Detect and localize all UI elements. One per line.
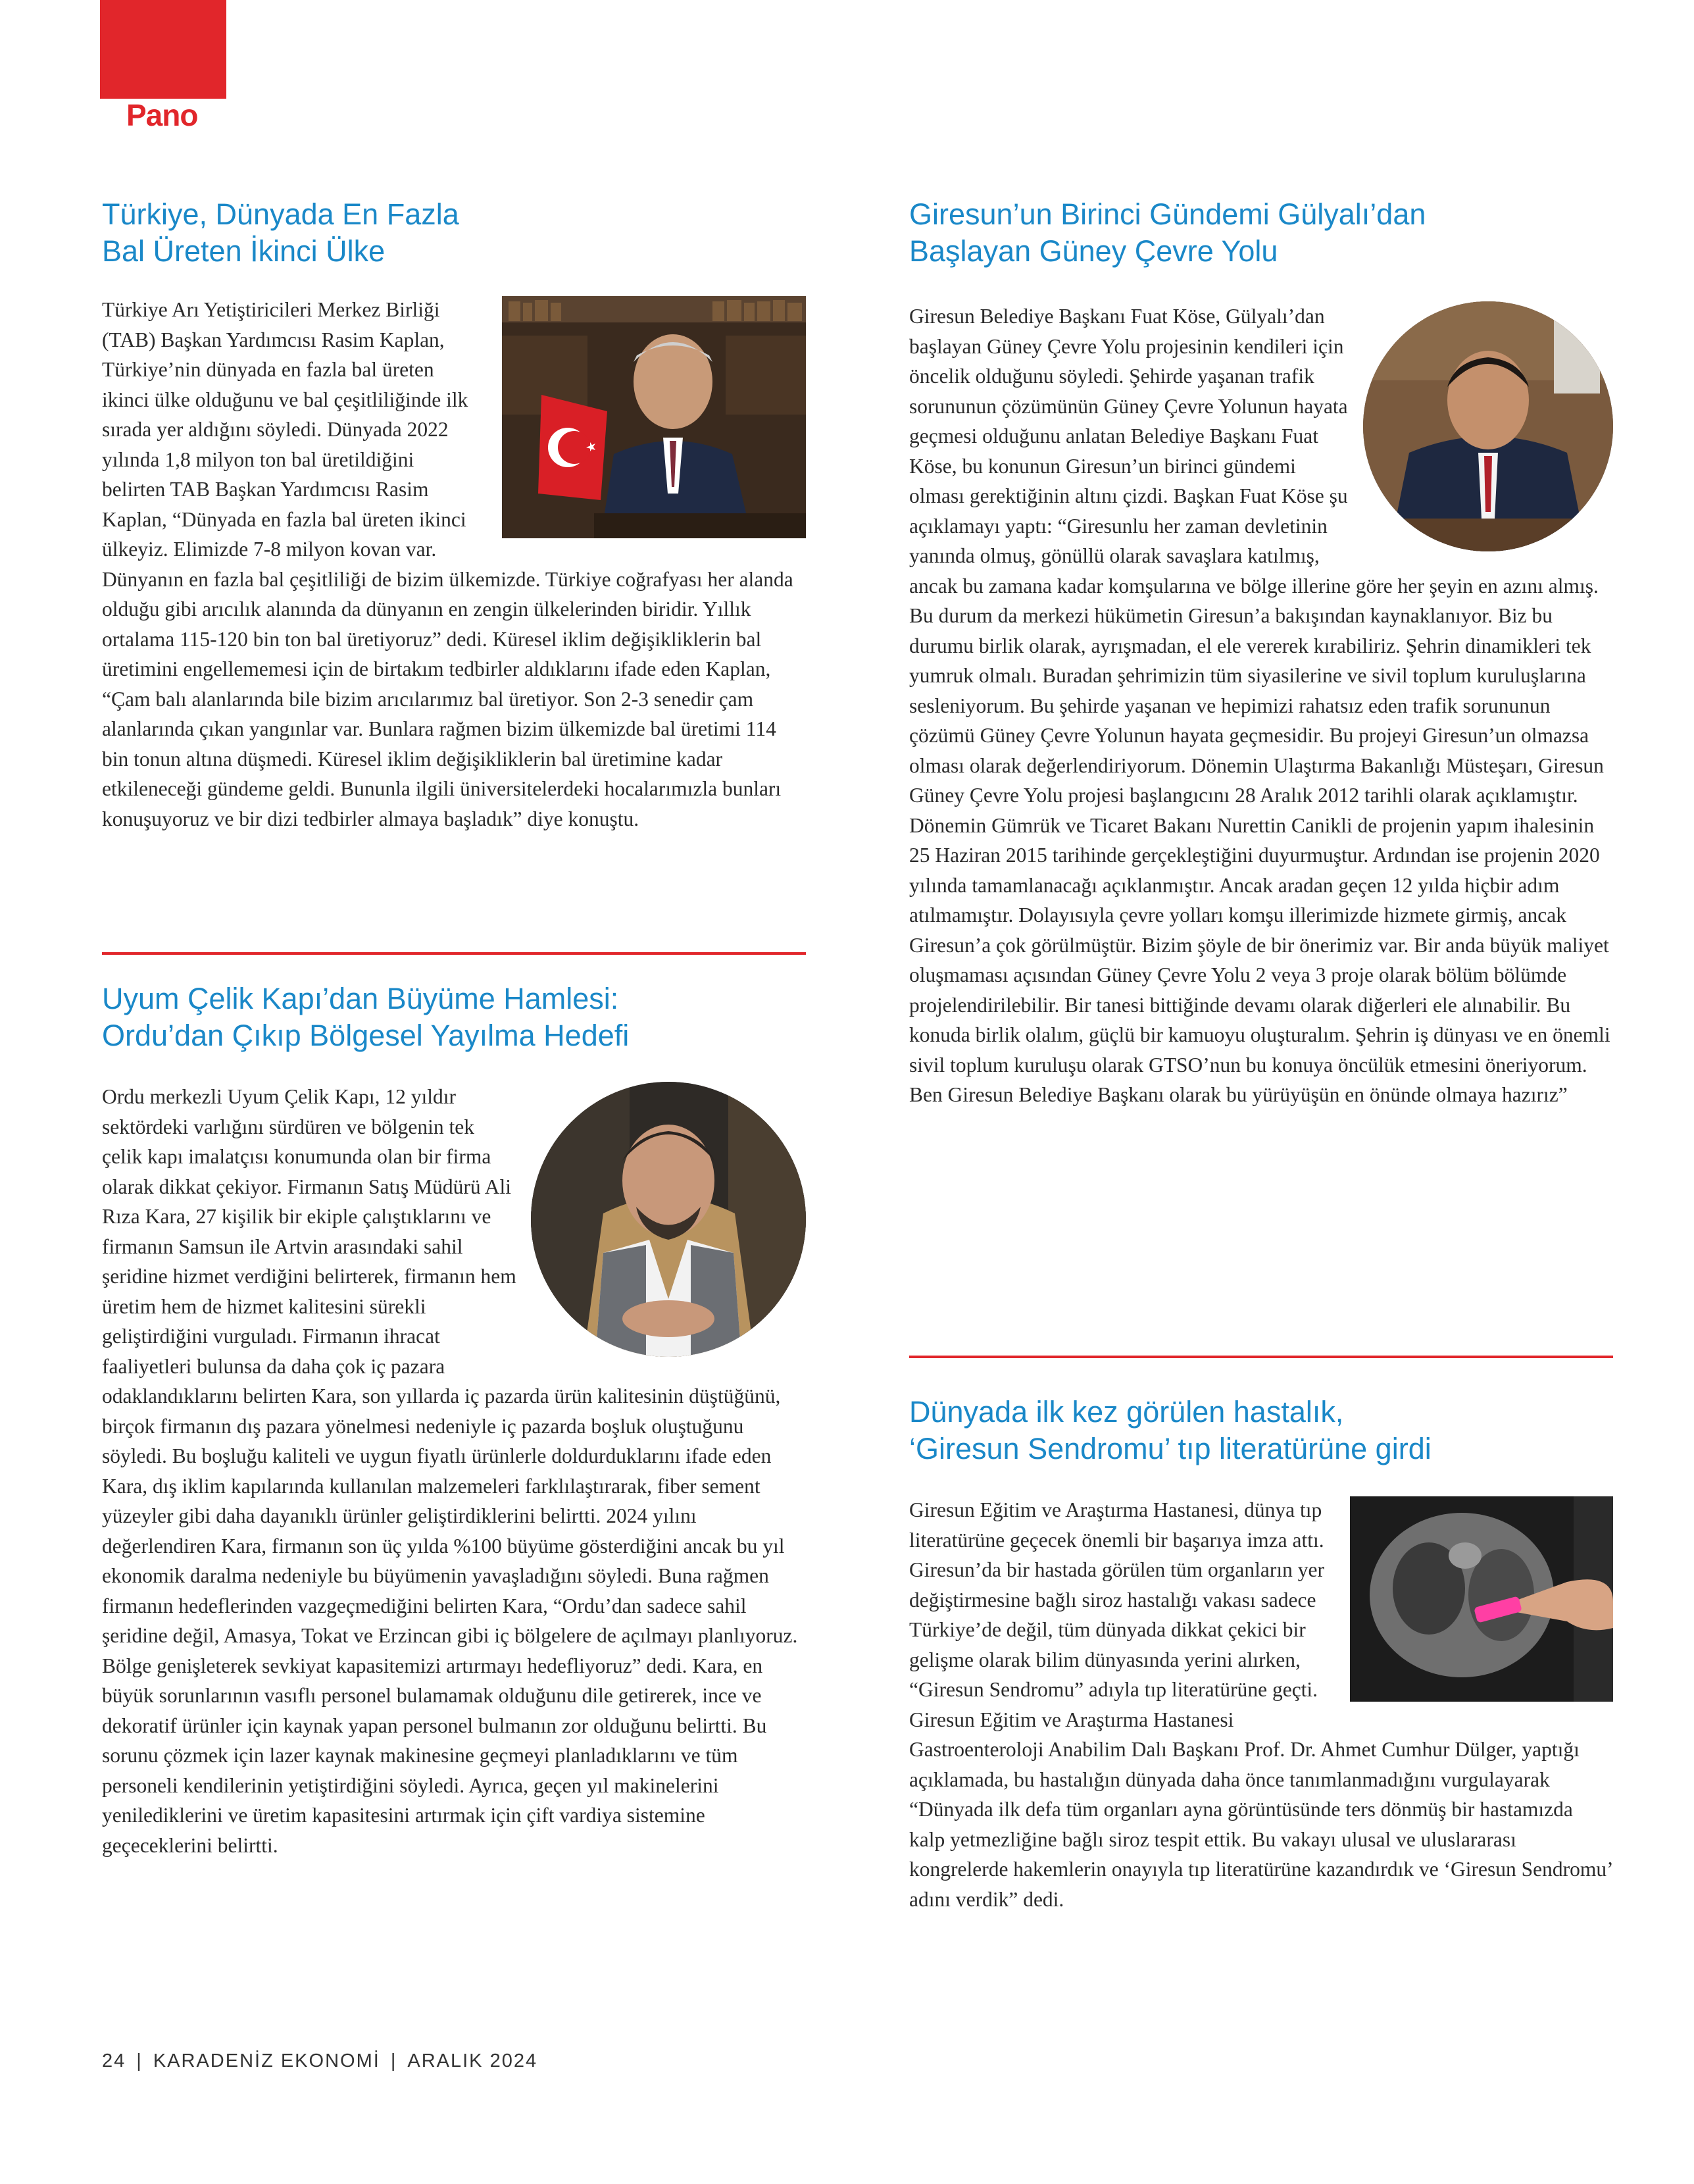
rasim-kaplan-photo bbox=[502, 296, 806, 538]
title-line-2: ‘Giresun Sendromu’ tıp literatürüne girdi bbox=[909, 1432, 1432, 1465]
article-giresun-yol bbox=[909, 196, 1613, 1110]
section-tab bbox=[100, 0, 226, 99]
title-line-2: Ordu’dan Çıkıp Bölgesel Yayılma Hedefi bbox=[102, 1019, 630, 1052]
article-uyum bbox=[102, 980, 806, 1860]
article-body: Ordu merkezli Uyum Çelik Kapı, 12 yıldır sektördeki varlığını sürdüren ve bölgenin tek çelik kapı imalatçısı konumunda olan bir firma olarak dikkat çekiyor. Firmanın Satış Müdürü Ali Rıza Kara, 27 kişilik bir ekiple çalıştıklarını ve firmanın Samsun ile Artvin arasındaki sahil şeridine hizmet verdiğini belirterek, firmanın hem üretim hem de hizmet kalitesini sürekli geliştirdiğini vurguladı. Firmanın ihracat faaliyetleri bulunsa da daha çok iç pazara odaklandıklarını belirten Kara, son yıllarda iç pazarda ürün kalitesinin düştüğünü, birçok firmanın dış pazara yönelmesi nedeniyle iç pazarda boşluk oluştuğunu söyledi. Bu boşluğu kaliteli ve uygun fiyatlı ürünlerle doldurduklarını ifade eden Kara, dış iklim kapılarında kullanılan malzemeleri farklılaştırarak, fiber sement yüzeyler gibi daha dayanıklı ürünler geliştirdiklerini belirtti. 2024 yılını değerlendiren Kara, firmanın son üç yılda %100 büyüme gösterdiğini ancak bu yıl ekonomik daralma nedeniyle bu büyümenin yavaşladığını söyledi. Buna rağmen firmanın hedeflerinden vazgeçmediğini belirten Kara, “Ordu’dan sadece sahil şeridine değil, Amasya, Tokat ve Erzincan gibi iç bölgelere de açılmayı planlıyoruz. Bölge genişleterek sevkiyat kapasitemizi artırmayı hedefliyoruz” dedi. Kara, en büyük sorunlarının vasıflı personel bulamamak olduğunu dile getirerek, ince ve dekoratif ürünler için kaynak yapan personel bulmanın zor olduğunu belirtti. Bu sorunu çözmek için lazer kaynak makinesine geçmeyi planladıklarını ve tüm personeli kendilerinin yetiştirdiğini söyledi. Ayrıca, geçen yıl makinelerini yenilediklerini ve üretim kapasitesini artırmak için çift vardiya sistemine geçeceklerini belirtti. bbox=[102, 1085, 798, 1857]
title-line-1: Türkiye, Dünyada En Fazla bbox=[102, 197, 459, 231]
title-line-1: Giresun’un Birinci Gündemi Gülyalı’dan bbox=[909, 197, 1426, 231]
portrait-icon bbox=[531, 1082, 806, 1357]
article-title bbox=[102, 196, 806, 270]
ali-riza-kara-photo bbox=[531, 1082, 806, 1357]
publication-name: KARADENİZ EKONOMİ bbox=[153, 2050, 380, 2071]
title-line-2: Başlayan Güney Çevre Yolu bbox=[909, 234, 1278, 268]
article-body: Giresun Belediye Başkanı Fuat Köse, Gülyalı’dan başlayan Güney Çevre Yolu projesinin kendileri için öncelik olduğunu söyledi. Şehirde yaşanan trafik sorununun çözümünün Güney Çevre Yolunun hayata geçmesi olduğunu anlatan Belediye Başkanı Fuat Köse, bu konunun Giresun’un birinci gündemi olması gerektiğinin altını çizdi. Başkan Fuat Köse şu açıklamayı yaptı: “Giresunlu her zaman devletinin yanında olmuş, gönüllü olarak savaşlara katılmış, ancak bu zamana kadar komşularına ve bölge illerine göre her şeyin en azını almış. Bu durum da merkezi hükümetin Giresun’a bakışından kaynaklanıyor. Biz bu durumu birlik olarak, ayrışmadan, el ele vererek kırabiliriz. Şehrin dinamikleri tek yumruk olmalı. Buradan şehrimizin tüm siyasilerine ve sivil toplum kuruluşlarına sesleniyorum. Bu şehirde yaşanan ve hepimizi rahatsız eden trafik sorununun çözümü Güney Çevre Yolunun hayata geçmesidir. Bu projeyi Giresun’un olmazsa olması olarak değerlendiriyorum. Dönemin Ulaştırma Bakanlığı Müsteşarı, Giresun Güney Çevre Yolu projesi başlangıcını 28 Aralık 2012 tarihli olarak açıklamıştır. Dönemin Gümrük ve Ticaret Bakanı Nurettin Canikli de projenin yapım ihalesinin 25 Haziran 2015 tarihinde gerçekleştiğini duyurmuştur. Ardından ise projenin 2020 yılında tamamlanacağı açıklanmıştır. Ancak aradan geçen 12 yılda hiçbir adım atılmamıştır. Dolayısıyla çevre yolları komşu illerimizde hizmete girmiş, ancak Giresun’a çok görülmüştür. Bizim şöyle de bir önerimiz var. Bir anda büyük maliyet oluşmaması açısından Güney Çevre Yolu 2 veya 3 proje olarak bölüm bölümde projelendirilebilir. Bir tanesi bittiğinde devamı olarak diğerleri ele alınabilir. Bu konuda birlik olalım, güçlü bir kamuoyu oluşturalım. Şehrin iş dünyası ve en önemli sivil toplum kuruluşu olarak GTSO’nun bu konuya öncülük etmesini öneriyorum. Ben Giresun Belediye Başkanı olarak bu yürüyüşün en önünde olmaya hazırız” bbox=[909, 305, 1610, 1106]
divider bbox=[909, 1356, 1613, 1358]
title-line-2: Bal Üreten İkinci Ülke bbox=[102, 234, 386, 268]
section-label: Pano bbox=[126, 98, 198, 132]
portrait-with-flag-icon bbox=[502, 296, 806, 538]
article-sendrom bbox=[909, 1394, 1613, 1914]
article-title bbox=[909, 1394, 1613, 1467]
article-body: Giresun Eğitim ve Araştırma Hastanesi, dünya tıp literatürüne geçecek önemli bir başarıya imza attı. Giresun’da bir hastada görülen tüm organların yer değiştirmesine bağlı siroz hastalığı vakası sadece Türkiye’de değil, tüm dünyada dikkat çekici bir gelişme olarak bilim dünyasında yerini alırken, “Giresun Sendromu” adıyla tıp literatürüne geçti. Giresun Eğitim ve Araştırma Hastanesi Gastroenteroloji Anabilim Dalı Başkanı Prof. Dr. Ahmet Cumhur Dülger, yaptığı açıklamada, bu hastalığın dünyada daha önce tanımlanmadığını vurgulayarak “Dünyada ilk defa tüm organları ayna görüntüsünde ters dönmüş bir hastamızda kalp yetmezliğine bağlı siroz tespit ettik. Bu vakayı ulusal ve uluslararası kongrelerde hakemlerin onayıyla tıp literatürüne kazandırdık ve ‘Giresun Sendromu’ adını verdik” dedi. bbox=[909, 1498, 1612, 1911]
page-number: 24 bbox=[102, 2050, 126, 2071]
footer-separator: | bbox=[136, 2050, 143, 2071]
title-line-1: Dünyada ilk kez görülen hastalık, bbox=[909, 1395, 1344, 1429]
article-bal bbox=[102, 196, 806, 834]
article-title bbox=[102, 980, 806, 1054]
divider bbox=[102, 952, 806, 955]
title-line-1: Uyum Çelik Kapı’dan Büyüme Hamlesi: bbox=[102, 982, 619, 1015]
article-body: Türkiye Arı Yetiştiricileri Merkez Birliği (TAB) Başkan Yardımcısı Rasim Kaplan, Türkiye’nin dünyada en fazla bal üreten ikinci ülke olduğunu ve bal çeşitliliğinde ilk sırada yer aldığını söyledi. Dünyada 2022 yılında 1,8 milyon ton bal üretildiğini belirten TAB Başkan Yardımcısı Rasim Kaplan, “Dünyada en fazla bal üreten ikinci ülkeyiz. Elimizde 7-8 milyon kovan var. Dünyanın en fazla bal çeşitliliği de bizim ülkemizde. Türkiye coğrafyası her alanda olduğu gibi arıcılık alanında da dünyanın en zengin ülkelerinden biridir. Yıllık ortalama 115-120 bin ton bal üretiyoruz” dedi. Küresel iklim değişikliklerin bal üretimini engellememesi için de birtakım tedbirler aldıklarını ifade eden Kaplan, “Çam balı alanlarında bile bizim arıcılarımız bal üretiyor. Son 2-3 senedir çam alanlarında çıkan yangınlar var. Bunlara rağmen bizim ülkemizde bal üretimi 114 bin tonun altına düşmedi. Küresel iklim değişikliklerin bal üretimine kadar etkileneceği gündeme geldi. Bununla ilgili üniversitelerdeki hocalarımızla bunları konuşuyoruz ve bir dizi tedbirler almaya başladık” diye konuştu. bbox=[102, 298, 793, 830]
fuat-kose-photo bbox=[1363, 301, 1613, 551]
portrait-icon bbox=[1363, 301, 1613, 551]
ct-scan-photo bbox=[1350, 1496, 1613, 1702]
ct-scan-icon bbox=[1350, 1496, 1613, 1702]
article-title bbox=[909, 196, 1613, 270]
footer-separator: | bbox=[390, 2050, 397, 2071]
page-footer bbox=[102, 2050, 537, 2072]
issue-date: ARALIK 2024 bbox=[407, 2050, 538, 2071]
